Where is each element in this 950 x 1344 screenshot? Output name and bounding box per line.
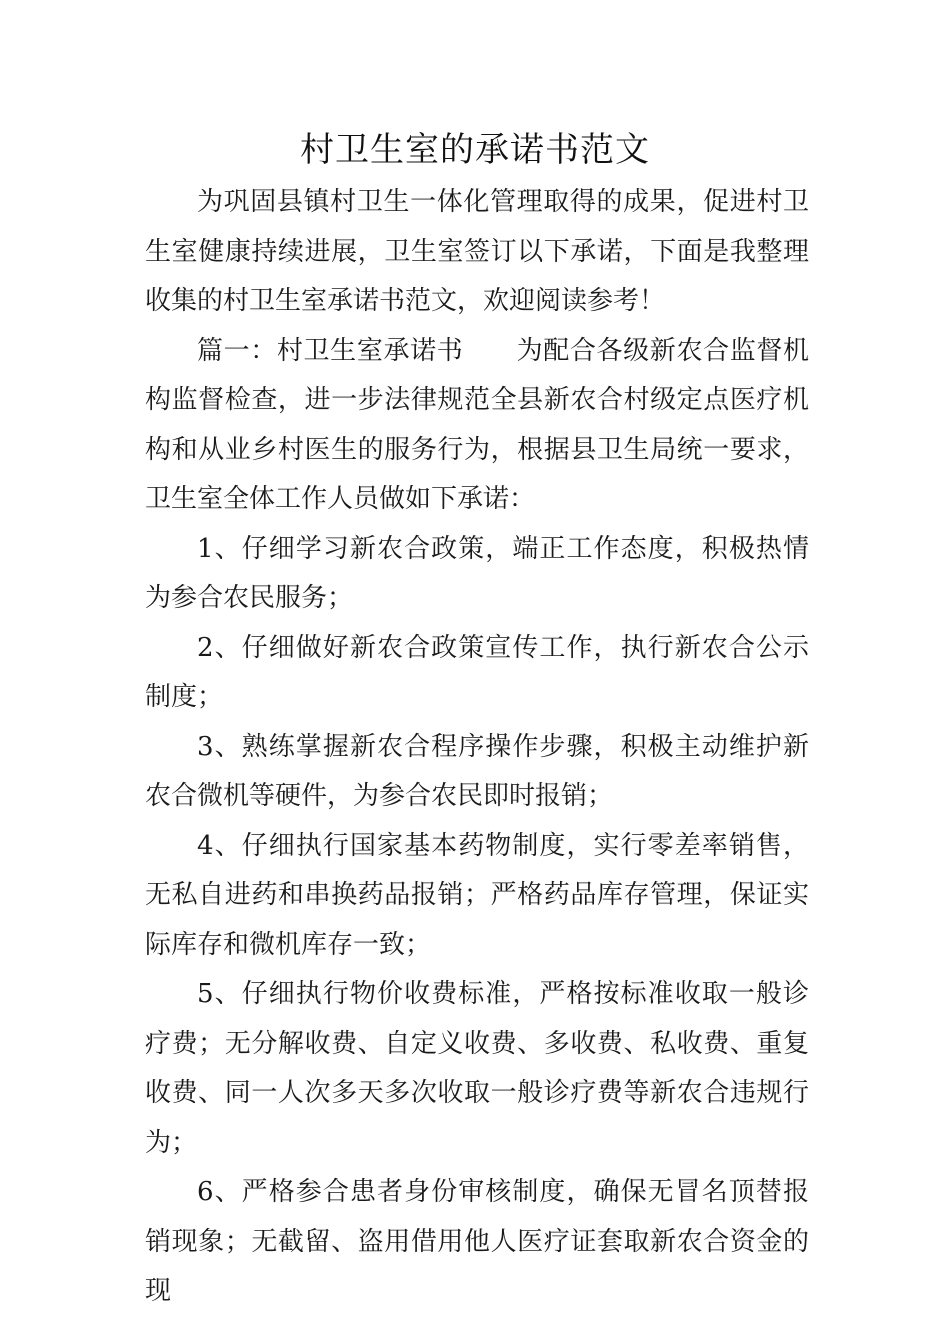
paragraph-chapter-one: 篇一：村卫生室承诺书 为配合各级新农合监督机构监督检查，进一步法律规范全县新农合村级定点医疗机构和从业乡村医生的服务行为，根据县卫生局统一要求，卫生室全体工作人员做如下承诺： [145,335,809,514]
paragraph-item-3: 3、熟练掌握新农合程序操作步骤，积极主动维护新农合微机等硬件，为参合农民即时报销； [145,731,809,811]
paragraph-item-1: 1、仔细学习新农合政策，端正工作态度，积极热情为参合农民服务； [145,533,809,613]
paragraph-item-6: 6、严格参合患者身份审核制度，确保无冒名顶替报销现象；无截留、盗用借用他人医疗证套取新农合资金的现 [145,1177,809,1306]
document-title: 村卫生室的承诺书范文 [300,130,650,170]
paragraph-item-2: 2、仔细做好新农合政策宣传工作，执行新农合公示制度； [145,632,809,712]
paragraph-item-5: 5、仔细执行物价收费标准，严格按标准收取一般诊疗费；无分解收费、自定义收费、多收费、私收费、重复收费、同一人次多天多次收取一般诊疗费等新农合违规行为； [145,979,809,1158]
paragraph-item-4: 4、仔细执行国家基本药物制度，实行零差率销售，无私自进药和串换药品报销；严格药品库存管理，保证实际库存和微机库存一致； [145,830,809,960]
document-body [145,178,809,1317]
paragraph-intro: 为巩固县镇村卫生一体化管理取得的成果，促进村卫生室健康持续进展，卫生室签订以下承诺，下面是我整理收集的村卫生室承诺书范文，欢迎阅读参考！ [145,187,809,316]
